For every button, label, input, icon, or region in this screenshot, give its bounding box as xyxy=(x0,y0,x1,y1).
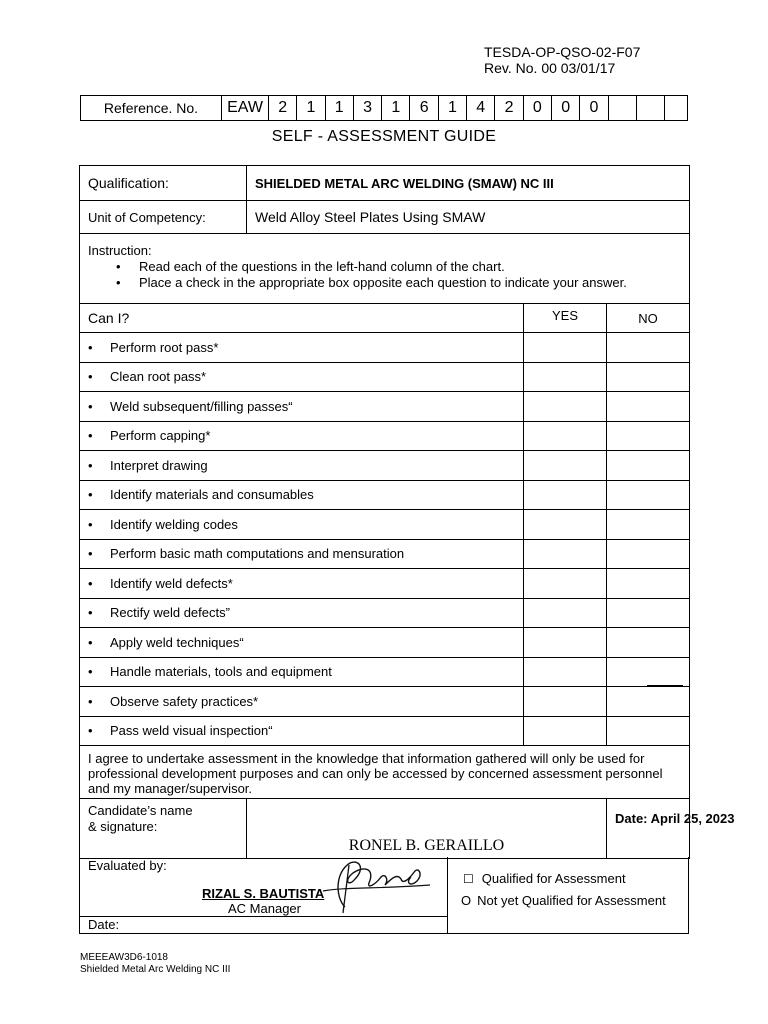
no-checkbox-cell[interactable] xyxy=(607,333,690,363)
not-qualified-option[interactable]: O Not yet Qualified for Assessment xyxy=(461,893,666,908)
checklist-question xyxy=(80,392,524,422)
checklist-question xyxy=(80,451,524,481)
checklist-question-text: Apply weld techniques“ xyxy=(110,634,244,650)
checklist-question xyxy=(80,687,524,717)
reference-number-row xyxy=(80,95,688,121)
checklist-question-text: Interpret drawing xyxy=(110,457,208,473)
yes-checkbox-cell[interactable] xyxy=(524,716,607,746)
instruction-item: • Place a check in the appropriate box opposite each question to indicate your answer. xyxy=(116,275,681,291)
radio-circle-icon[interactable]: O xyxy=(461,893,472,908)
qualified-option[interactable]: ☐ Qualified for Assessment xyxy=(463,871,626,886)
qualification-row xyxy=(80,166,690,201)
agreement-row xyxy=(80,746,690,799)
bullet-icon: • xyxy=(88,428,93,444)
footer-code: MEEEAW3D6-1018 xyxy=(80,952,168,963)
evaluation-divider xyxy=(447,857,448,933)
reference-digit: 3 xyxy=(354,96,382,120)
evaluation-block xyxy=(79,857,689,934)
reference-digit: 1 xyxy=(382,96,410,120)
checklist-question xyxy=(80,480,524,510)
no-checkbox-cell[interactable] xyxy=(607,569,690,599)
unit-value: Weld Alloy Steel Plates Using SMAW xyxy=(247,201,690,234)
no-checkbox-cell[interactable] xyxy=(607,716,690,746)
instruction-item: • Read each of the questions in the left-hand column of the chart. xyxy=(116,259,681,275)
checklist-question-text: Weld subsequent/filling passes“ xyxy=(110,398,293,414)
yes-checkbox-cell[interactable] xyxy=(524,598,607,628)
reference-prefix: EAW xyxy=(222,96,269,120)
reference-digit: 1 xyxy=(439,96,467,120)
checklist-question-text: Perform root pass* xyxy=(110,339,219,355)
yes-checkbox-cell[interactable] xyxy=(524,421,607,451)
revision-number: Rev. No. 00 03/01/17 xyxy=(484,60,616,76)
no-checkbox-cell[interactable] xyxy=(607,392,690,422)
checklist-row xyxy=(80,539,690,569)
reference-digit xyxy=(609,96,637,120)
checklist-question-text: Identify weld defects* xyxy=(110,575,233,591)
instruction-row xyxy=(80,234,690,304)
checklist-row xyxy=(80,510,690,540)
yes-header: YES xyxy=(524,304,607,333)
bullet-icon: • xyxy=(88,546,93,562)
checklist-row xyxy=(80,333,690,363)
unit-row xyxy=(80,201,690,234)
checklist-question xyxy=(80,628,524,658)
no-header: NO xyxy=(607,304,690,333)
reference-digit: 2 xyxy=(269,96,297,120)
checklist-question-text: Pass weld visual inspection“ xyxy=(110,723,273,739)
checklist-question xyxy=(80,539,524,569)
yes-checkbox-cell[interactable] xyxy=(524,333,607,363)
bullet-icon: • xyxy=(88,398,93,414)
instruction-label: Instruction: xyxy=(88,243,152,258)
checklist-question xyxy=(80,362,524,392)
checklist-row xyxy=(80,421,690,451)
bullet-icon: • xyxy=(88,605,93,621)
assessment-form-table xyxy=(79,165,735,859)
checklist-question-text: Handle materials, tools and equipment xyxy=(110,664,332,680)
checklist-question-text: Identify welding codes xyxy=(110,516,238,532)
reference-digit: 6 xyxy=(411,96,439,120)
checklist-question xyxy=(80,333,524,363)
checklist-question xyxy=(80,421,524,451)
checklist-question-text: Perform basic math computations and mensuration xyxy=(110,546,405,562)
yes-checkbox-cell[interactable] xyxy=(524,657,607,687)
reference-digit: 0 xyxy=(580,96,608,120)
checklist-row xyxy=(80,451,690,481)
no-checkbox-cell[interactable] xyxy=(607,657,690,687)
no-checkbox-cell[interactable] xyxy=(607,421,690,451)
checklist-row xyxy=(80,480,690,510)
yes-checkbox-cell[interactable] xyxy=(524,628,607,658)
checklist-question-text: Perform capping* xyxy=(110,428,211,444)
no-checkbox-cell[interactable] xyxy=(607,362,690,392)
candidate-date: Date: April 25, 2023 xyxy=(607,799,690,859)
no-checkbox-cell[interactable] xyxy=(607,451,690,481)
checklist-row xyxy=(80,628,690,658)
checklist-header-row xyxy=(80,304,690,333)
bullet-icon: • xyxy=(88,723,93,739)
reference-digit: 4 xyxy=(467,96,495,120)
reference-digit: 0 xyxy=(552,96,580,120)
yes-checkbox-cell[interactable] xyxy=(524,569,607,599)
evaluation-date-label: Date: xyxy=(88,917,120,932)
candidate-name: RONEL B. GERAILLO xyxy=(247,799,607,859)
yes-checkbox-cell[interactable] xyxy=(524,480,607,510)
yes-checkbox-cell[interactable] xyxy=(524,451,607,481)
yes-checkbox-cell[interactable] xyxy=(524,510,607,540)
reference-digit: 0 xyxy=(524,96,552,120)
checklist-row xyxy=(80,598,690,628)
candidate-label-signature: & signature: xyxy=(88,819,158,834)
bullet-icon: • xyxy=(88,664,93,680)
yes-checkbox-cell[interactable] xyxy=(524,392,607,422)
checklist-row xyxy=(80,716,690,746)
bullet-icon: • xyxy=(88,457,93,473)
page-title: SELF - ASSESSMENT GUIDE xyxy=(271,128,497,145)
form-code: TESDA-OP-QSO-02-F07 xyxy=(484,44,641,60)
yes-checkbox-cell[interactable] xyxy=(524,539,607,569)
bullet-icon: • xyxy=(88,634,93,650)
checklist-question-text: Rectify weld defects” xyxy=(110,605,230,621)
no-checkbox-cell[interactable] xyxy=(607,598,690,628)
checklist-row xyxy=(80,657,690,687)
checklist-question-text: Observe safety practices* xyxy=(110,693,259,709)
bullet-icon: • xyxy=(88,369,93,385)
no-checkbox-cell[interactable] xyxy=(607,510,690,540)
checklist-row xyxy=(80,687,690,717)
bullet-icon: • xyxy=(88,516,93,532)
evaluator-name: RIZAL S. BAUTISTA xyxy=(202,886,325,901)
reference-digit xyxy=(637,96,665,120)
evaluation-date-line xyxy=(80,916,448,917)
checklist-question-text: Clean root pass* xyxy=(110,369,207,385)
bullet-icon: • xyxy=(88,339,93,355)
reference-digit xyxy=(665,96,693,120)
no-checkbox-cell[interactable] xyxy=(607,480,690,510)
checklist-row xyxy=(80,569,690,599)
bullet-icon: • xyxy=(88,693,93,709)
yes-checkbox-cell[interactable] xyxy=(524,362,607,392)
unit-label: Unit of Competency: xyxy=(80,201,247,234)
evaluated-by-label: Evaluated by: xyxy=(88,858,167,873)
candidate-label: Candidate’s name xyxy=(88,803,193,818)
checklist-question xyxy=(80,510,524,540)
checklist-row xyxy=(80,362,690,392)
bullet-icon: • xyxy=(88,575,93,591)
evaluator-title: AC Manager xyxy=(228,901,301,916)
reference-label: Reference. No. xyxy=(81,96,222,120)
checklist-question xyxy=(80,716,524,746)
footer-qualification: Shielded Metal Arc Welding NC III xyxy=(80,964,231,975)
checklist-row xyxy=(80,392,690,422)
stray-line xyxy=(647,685,683,686)
reference-digit: 1 xyxy=(297,96,325,120)
checkbox-icon[interactable]: ☐ xyxy=(463,872,474,886)
no-checkbox-cell[interactable] xyxy=(607,539,690,569)
no-checkbox-cell[interactable] xyxy=(607,628,690,658)
agreement-text: I agree to undertake assessment in the knowledge that information gathered will only be used for professional development purposes and can only be accessed by concerned assessment personnel and my manager/supervisor. xyxy=(80,746,690,799)
checklist-question xyxy=(80,569,524,599)
yes-checkbox-cell[interactable] xyxy=(524,687,607,717)
no-checkbox-cell[interactable] xyxy=(607,687,690,717)
checklist-body xyxy=(80,333,690,746)
can-i-header: Can I? xyxy=(80,304,524,333)
checklist-question-text: Identify materials and consumables xyxy=(110,487,314,503)
qualification-value: SHIELDED METAL ARC WELDING (SMAW) NC III xyxy=(247,166,690,201)
candidate-row xyxy=(80,799,690,859)
checklist-question xyxy=(80,598,524,628)
evaluator-signature xyxy=(305,857,435,915)
bullet-icon: • xyxy=(88,487,93,503)
reference-digit: 1 xyxy=(326,96,354,120)
instruction-list xyxy=(88,259,681,291)
reference-digit: 2 xyxy=(495,96,523,120)
qualification-label: Qualification: xyxy=(80,166,247,201)
checklist-question xyxy=(80,657,524,687)
